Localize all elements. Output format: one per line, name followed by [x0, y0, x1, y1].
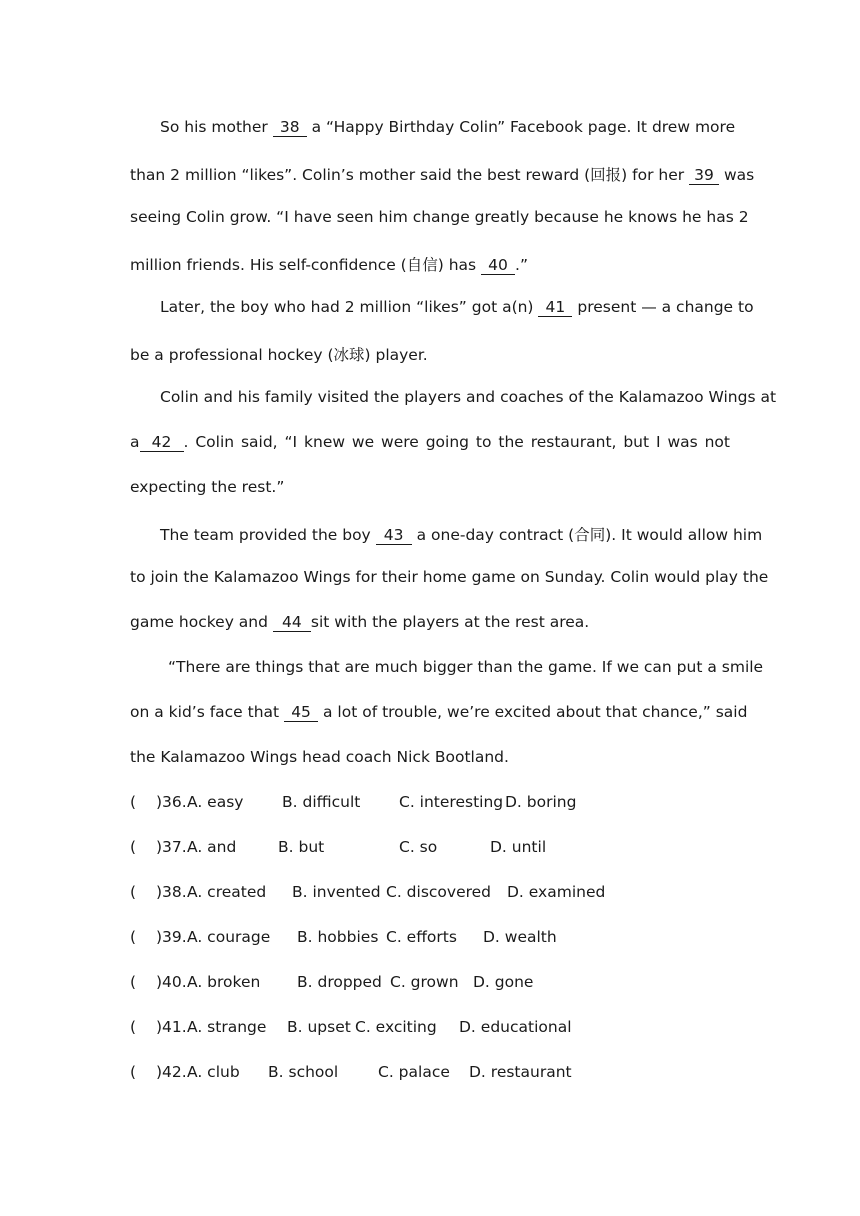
option-c: C. so: [399, 838, 438, 856]
answer-paren: (: [130, 928, 137, 946]
passage-line: game hockey and 44 sit with the players at the rest area.: [130, 613, 590, 631]
answer-blank-45: 45: [284, 704, 318, 722]
option-c: C. exciting: [355, 1018, 437, 1036]
option-b: B. school: [268, 1063, 339, 1081]
answer-blank-38: 38: [273, 119, 307, 137]
option-c: C. discovered: [386, 883, 492, 901]
question-number: )38.: [156, 883, 187, 901]
passage-line: be a professional hockey (冰球) player.: [130, 346, 428, 364]
answer-paren: (: [130, 838, 137, 856]
passage-line: So his mother 38 a “Happy Birthday Colin” Facebook page. It drew more: [160, 118, 736, 136]
answer-paren: (: [130, 793, 137, 811]
option-a: A. strange: [187, 1018, 267, 1036]
option-b: B. invented: [292, 883, 381, 901]
option-d: D. wealth: [483, 928, 557, 946]
option-d: D. examined: [507, 883, 606, 901]
option-b: B. upset: [287, 1018, 351, 1036]
passage-line: The team provided the boy 43 a one-day contract (合同). It would allow him: [160, 526, 763, 544]
option-a: A. easy: [187, 793, 244, 811]
passage-line: Colin and his family visited the players and coaches of the Kalamazoo Wings at: [160, 388, 777, 406]
option-b: B. dropped: [297, 973, 382, 991]
option-a: A. created: [187, 883, 267, 901]
option-a: A. club: [187, 1063, 240, 1081]
answer-blank-40: 40: [481, 257, 515, 275]
answer-blank-41: 41: [538, 299, 572, 317]
option-d: D. restaurant: [469, 1063, 572, 1081]
passage-line: “There are things that are much bigger than the game. If we can put a smile: [168, 658, 764, 676]
answer-paren: (: [130, 973, 137, 991]
option-d: D. boring: [505, 793, 577, 811]
option-b: B. difficult: [282, 793, 361, 811]
option-d: D. gone: [473, 973, 534, 991]
question-number: )39.: [156, 928, 187, 946]
option-a: A. courage: [187, 928, 271, 946]
answer-paren: (: [130, 1063, 137, 1081]
passage-line: seeing Colin grow. “I have seen him change greatly because he knows he has 2: [130, 208, 749, 226]
option-c: C. palace: [378, 1063, 450, 1081]
answer-paren: (: [130, 883, 137, 901]
answer-blank-43: 43: [376, 527, 412, 545]
question-number: )40.: [156, 973, 187, 991]
option-a: A. and: [187, 838, 237, 856]
question-number: )42.: [156, 1063, 187, 1081]
question-number: )37.: [156, 838, 187, 856]
option-c: C. interesting: [399, 793, 504, 811]
passage-line: than 2 million “likes”. Colin’s mother said the best reward (回报) for her 39 was: [130, 166, 755, 184]
option-a: A. broken: [187, 973, 261, 991]
answer-blank-39: 39: [689, 167, 719, 185]
question-number: )41.: [156, 1018, 187, 1036]
option-d: D. educational: [459, 1018, 572, 1036]
answer-blank-42: 42: [140, 434, 184, 452]
option-b: B. hobbies: [297, 928, 379, 946]
option-d: D. until: [490, 838, 547, 856]
passage-line: a 42 . Colin said, “I knew we were going to the restaurant, but I was not: [130, 433, 730, 451]
answer-blank-44: 44: [273, 614, 311, 632]
passage-line: million friends. His self-confidence (自信) has 40 .”: [130, 256, 528, 274]
option-b: B. but: [278, 838, 325, 856]
option-c: C. grown: [390, 973, 459, 991]
passage-line: expecting the rest.”: [130, 478, 285, 496]
passage-line: on a kid’s face that 45 a lot of trouble, we’re excited about that chance,” said: [130, 703, 748, 721]
passage-line: to join the Kalamazoo Wings for their home game on Sunday. Colin would play the: [130, 568, 769, 586]
answer-paren: (: [130, 1018, 137, 1036]
option-c: C. efforts: [386, 928, 457, 946]
passage-line: the Kalamazoo Wings head coach Nick Bootland.: [130, 748, 509, 766]
passage-line: Later, the boy who had 2 million “likes” got a(n) 41 present — a change to: [160, 298, 754, 316]
question-number: )36.: [156, 793, 187, 811]
